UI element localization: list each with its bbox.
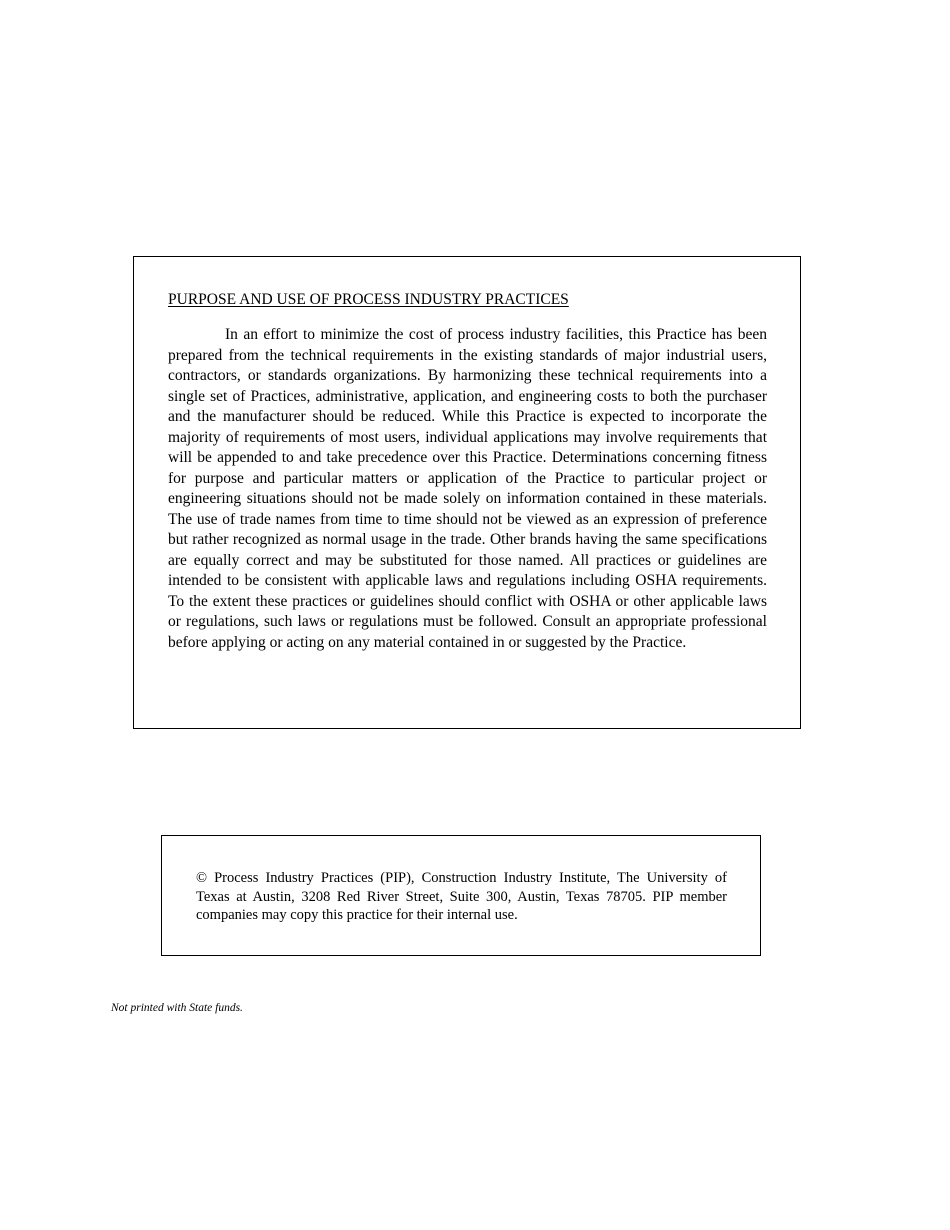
copyright-section [161,835,761,956]
purpose-body: In an effort to minimize the cost of process industry facilities, this Practice has been prepared from the technical requirements in the existing standards of major industrial users, contractors, or standards organizations. By harmonizing these technical requirements into a single set of Practices, administrative, application, and engineering costs to both the purchaser and the manufacturer should be reduced. While this Practice is expected to incorporate the majority of requirements of most users, individual applications may involve requirements that will be appended to and take precedence over this Practice. Determinations concerning fitness for purpose and particular matters or application of the Practice to particular project or engineering situations should not be made solely on information contained in these materials. The use of trade names from time to time should not be viewed as an expression of preference but rather recognized as normal usage in the trade. Other brands having the same specifications are equally correct and may be substituted for those named. All practices or guidelines are intended to be consistent with applicable laws and regulations including OSHA requirements. To the extent these practices or guidelines should conflict with OSHA or other applicable laws or regulations, such laws or regulations must be followed. Consult an appropriate professional before applying or acting on any material contained in or suggested by the Practice. [168,326,767,651]
funding-note: Not printed with State funds. [111,1002,243,1014]
copyright-text: © Process Industry Practices (PIP), Construction Industry Institute, The University of Texas at Austin, 3208 Red River Street, Suite 300, Austin, Texas 78705. PIP member companies may copy this practice for their internal use. [196,870,727,923]
purpose-title: PURPOSE AND USE OF PROCESS INDUSTRY PRACTICES [168,291,569,308]
purpose-section [133,256,801,729]
